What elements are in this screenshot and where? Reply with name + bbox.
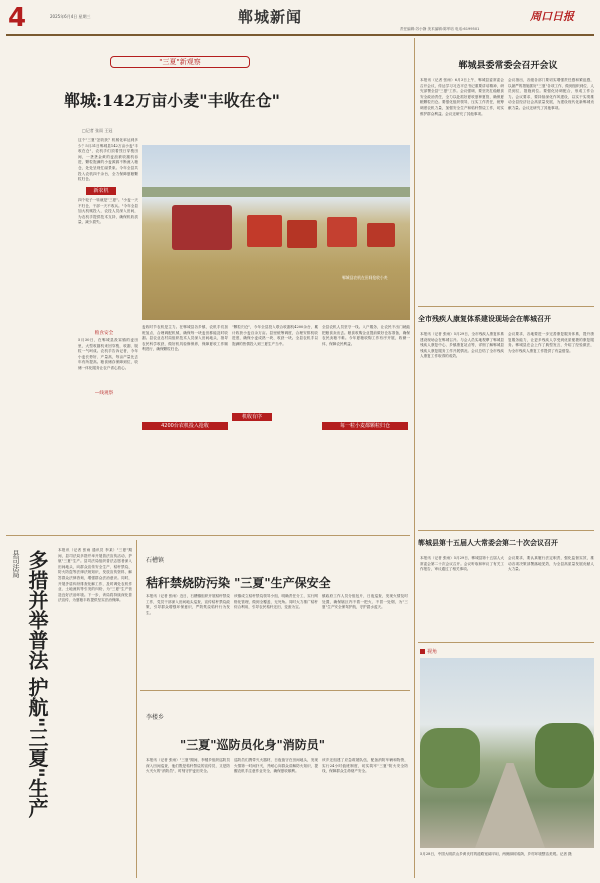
harvester-4 [367, 223, 395, 247]
right-head-3: 郸城县第十五届人大常委会第二十次会议召开 [418, 538, 558, 547]
patrol-body-3: 该乡还组建了应急救援队伍，配备消防车辆和物资，实行24小时值班制度，切实筑牢"三夏"防火安全防线，保障群众生命财产安全。 [322, 758, 408, 774]
right-body-2a: 本报讯（记者 张雨）5月29日，全市残疾人康复体系建设现场会在郸城召开。与会人员实地观摩了郸城县残疾人康复中心、乡镇康复站点等，详细了解郸城县残疾人康复服务工作开展情况。会议总结了全市残疾人康复工作取得的成效。 [420, 332, 504, 359]
fire-body-2: 该镇成立秸秆禁烧领导小组，明确责任分工，实行网格化管理，做到全覆盖、无死角。同时大力推广秸秆综合利用，引导农民秸秆还田，变废为宝。 [234, 594, 318, 610]
feature-photo-caption: 郸城县农机在田间抢收小麦 [342, 275, 388, 280]
feature-body-col1b: 四个轮子一转就是"三夏"。"小麦一天不归仓，干部一天不收兵。"今年全县加大机械投入，农技人员深入田间，为农机手提供技术支持，确保机收质量，减少损失。 [78, 198, 138, 225]
trees-right [535, 723, 594, 788]
fire-body-1: 本报讯（记者 张雨）近日，石槽镇组织开展秸秆禁烧工作，党员干部深入田间地头巡查，宣传秸秆禁烧政策，引导群众增强环保意识，严防焚烧秸秆行为发生。 [146, 594, 230, 615]
harvester-2 [287, 220, 317, 248]
section-title: 郸城新闻 [238, 8, 303, 26]
fire-bottom-rule [140, 690, 410, 691]
date-line: 2025年6月4日 星期三 [50, 14, 91, 19]
right-photo-caption: 5月28日，中国大明洪山乡黄氏村的道路宽阔平坦，两侧绿树成荫，乡村环境整洁美观。记者 摄 [420, 852, 572, 856]
photo-label-marker [420, 649, 425, 654]
right-head-1: 郸城县委常委会召开会议 [458, 61, 558, 71]
feature-badge: "三夏"新观察 [110, 56, 250, 68]
feature-sub-safety: 粮食安全 [94, 331, 114, 336]
right-body-1a: 本报讯（记者 张雨）6月3日上午，郸城县委常委会召开会议，传达学习习近平总书记重要讲话精神，研究部署全县"三夏"工作。会议强调，要坚决扛稳粮食安全政治责任，全力以赴抓好夏收夏种夏管，确保夏粮颗粒归仓。要强化组织领导，压实工作责任，统筹调度农机力量，加强安全生产和秸秆禁烧工作，切实维护群众利益。会议还研究了其他事项。 [420, 78, 504, 116]
feature-sub-observe: —线观察 [94, 391, 114, 396]
header-rule [6, 34, 594, 36]
right-photo-label [420, 648, 437, 655]
patrol-body-2: 巡防员们携带灭火器材，日夜值守在田间地头，发现火情第一时间扑灭，并耐心向群众讲解防火知识，提醒农机手注意作业安全，确保夏收顺利。 [234, 758, 318, 774]
feature-bottom-rule [6, 535, 410, 536]
feature-byline: □记者 张雨 王冠 [82, 128, 113, 133]
feature-body-col1: 这个"三夏"怎收获？机械化率达到多少？5月31日郸城县142万亩小麦"丰收在仓"，农机手们顶着烈日穿梭田间，一垄垄金黄的麦浪被收割机吞进，颗粒饱满的小麦源源不断流入粮仓，处处呈现忙碌景象。今年全县共投入农机四千余台，全力保障夏粮颗粒归仓。 [78, 138, 138, 182]
legal-vertical-label: 县司法局 [12, 550, 20, 578]
column-divider [414, 38, 415, 878]
harvester-1 [247, 215, 282, 247]
masthead-logo: 周口日报 [530, 10, 574, 23]
trees-left [420, 728, 480, 788]
right-body-1b: 会议指出，各级各部门要切实增强责任感和紧迫感，以最严的措施抓好"三夏"各项工作，做到组织到位、人员到位、措施到位。要强化协调配合，形成工作合力。会议要求，要持续深化作风建设，以实干实绩推动全县经济社会高质量发展，为建设现代化新郸城贡献力量。会议还研究了其他事项。 [508, 78, 594, 110]
feature-body-col4: 全县农机人员坚守一线。入户服务，让农民不出门就能把粮食卖出去。粮食收购企业提前做好仓容准备，确保农民卖粮不难。今年夏粮收购工作有序开展，收储一体，保障农民利益。 [322, 325, 410, 346]
feature-body-col1c: 5月30日，在郸城县汲冢镇的麦田里，大型收割机来回穿梭，收割、脱粒一气呵成。农机手告诉记者，今年小麦长势好、产量高，每亩产量比去年有所提高。粮食储存保障到位，收储一体化服务让农户省心放心。 [78, 338, 138, 370]
harvester-3 [327, 217, 357, 247]
right-rule-1 [418, 306, 594, 307]
legal-divider [136, 540, 137, 878]
feature-headline: 郸城:142万亩小麦"丰收在仓" [64, 91, 280, 110]
right-body-3a: 本报讯（记者 张雨）5月29日，郸城县第十五届人大常委会第二十次会议召开。会议听取和审议了有关工作报告，审议通过了相关事项。 [420, 556, 504, 572]
feature-body-col2: 麦收时节农机是主力。在郸城县各乡镇，农机手们加班加点，合理调配机械，确保每一块麦田都能及时收割。县农业农村局组织技术人员深入田间地头，指导农民科学收获，做好机具检修保养，保障夏收工作顺利进行，确保颗粒归仓。 [142, 325, 228, 352]
fire-body-3: 镇政府工作人员分组包片，日夜巡查，发现火情及时处置，确保辖区内不着一把火、不冒一处烟，为"三夏"生产安全保驾护航，守护碧水蓝天。 [322, 594, 408, 610]
fire-village: 石槽镇 [146, 557, 165, 564]
right-rule-2 [418, 530, 594, 531]
legal-vertical-headline: 多措并举普法 护航"三夏"生产 [25, 550, 49, 818]
patrol-headline: "三夏"巡防员化身"消防员" [180, 738, 326, 752]
editor-line: 责任编辑:苏小静 美术编辑:陈军培 电话:6199501 [400, 27, 480, 31]
patrol-village: 李楼乡 [146, 714, 165, 721]
fire-headline: 秸秆禁烧防污染 "三夏"生产保安全 [146, 576, 331, 590]
feature-body-col3: "颗粒归仓"，今年全县投入联合收割机4200余台，累计收获小麦百余万亩。县里统筹调度，合理安排机收进度，确保小麦成熟一块、收获一块。全县农机手以饱满的热情投入到三夏生产当中。 [232, 325, 318, 346]
feature-photo [142, 145, 410, 320]
tree-line [142, 187, 410, 197]
right-photo [420, 658, 594, 848]
right-body-2b: 会议要求，各地要进一步完善康复服务体系，提升康复服务能力，让更多残疾人享受到优质便捷的康复服务。郸城县在会上作了典型发言，介绍了经验做法，为全市残疾人康复工作提供了有益借鉴。 [508, 332, 594, 353]
feature-sub-4200: 4200台农机投入抢收 [142, 422, 228, 430]
right-body-3b: 会议要求，要认真履行法定职责，强化监督实效，推动各项决策部署落地见效，为全县高质量发展贡献人大力量。 [508, 556, 594, 572]
truck [172, 205, 232, 250]
right-head-2: 全市残疾人康复体系建设现场会在郸城召开 [418, 314, 551, 323]
feature-sub-harvest: 机收有序 [232, 413, 272, 421]
road [475, 763, 545, 848]
patrol-body-1: 本报讯（记者 张雨）"三夏"期间，李楼乡组织巡防员深入田间巡查，他们既是秸秆禁烧的宣传员，又是防火灭火的"消防员"，时刻守护麦田安全。 [146, 758, 230, 774]
page-number: 4 [8, 3, 27, 33]
feature-sub-every-grain: 每一粒小麦都颗粒归仓 [322, 422, 408, 430]
legal-body: 本报讯（记者 张雨 通讯员 李某）"三夏"期间，县司法局多措并举开展普法宣传活动，护航"三夏"生产。县司法局组织普法志愿者深入田间地头，向群众宣传安全生产、秸秆禁烧、防火防盗等法律法规知识，发放宣传资料，解答群众法律咨询，增强群众法治意识。同时，开展矛盾纠纷排查化解工作，及时调处农机作业、土地流转等引发的纠纷，为"三夏"生产营造良好法治环境。下一步，该局将持续深化普法宣传，为夏粮丰收提供坚实法治保障。 [58, 548, 132, 603]
photo-label-text: 视角 [427, 649, 438, 655]
feature-sub-new-machines: 新农机 [86, 187, 116, 195]
right-rule-3 [418, 642, 594, 643]
